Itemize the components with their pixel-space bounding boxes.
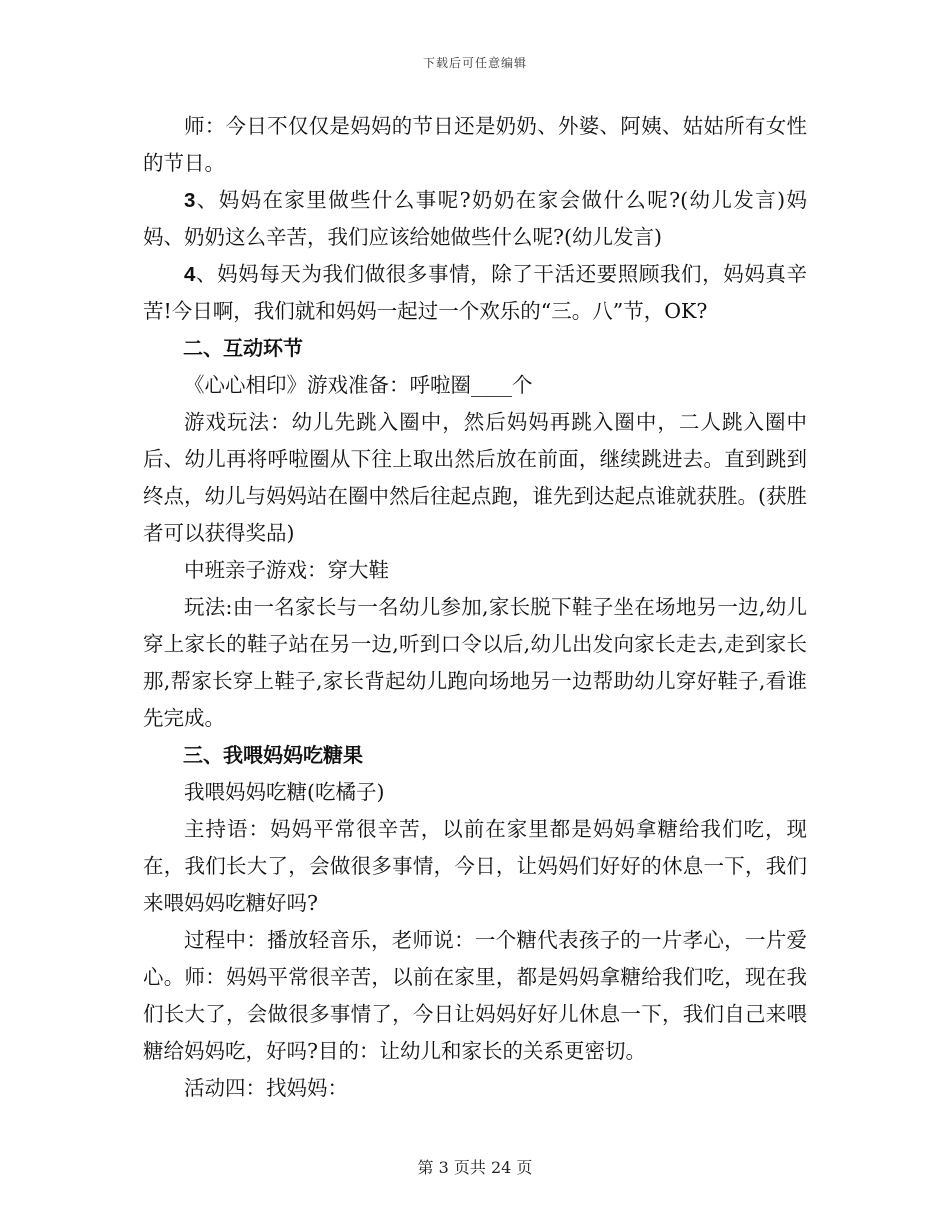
paragraph-activity-four: 活动四：找妈妈：	[184, 1076, 348, 1100]
paragraph-process: 过程中：播放轻音乐，老师说：一个糖代表孩子的一片孝心，一片爱心。师：妈妈平常很辛苦，以前在家里，都是妈妈拿糖给我们吃，现在我们长大了，会做很多事情了，今日让妈妈好好儿休息一下，我们自己来喂糖给妈妈吃，好吗?目的：让幼儿和家长的关系更密切。	[143, 928, 807, 1063]
paragraph-shoe-game-title: 中班亲子游戏：穿大鞋	[184, 558, 389, 582]
paragraph-game-prep: 《心心相印》游戏准备：呼啦圈____个	[184, 373, 533, 397]
section-heading-candy: 三、我喂妈妈吃糖果	[183, 743, 363, 767]
step-3-text: 、妈妈在家里做些什么事呢?奶奶在家会做什么呢?(幼儿发言)妈妈、奶奶这么辛苦，我们应该给她做些什么呢?(幼儿发言)	[143, 188, 807, 249]
paragraph-step-3	[143, 182, 807, 256]
paragraph-host-script: 主持语：妈妈平常很辛苦，以前在家里都是妈妈拿糖给我们吃，现在，我们长大了，会做很多事情，今日，让妈妈们好好的休息一下，我们来喂妈妈吃糖好吗?	[143, 817, 807, 915]
page-header: 下载后可任意编辑	[422, 56, 527, 70]
step-number-3: 3	[184, 189, 196, 212]
section-heading-interaction: 二、互动环节	[183, 336, 303, 360]
paragraph-candy-title: 我喂妈妈吃糖(吃橘子)	[184, 780, 385, 804]
step-number-4: 4	[184, 263, 196, 286]
paragraph-shoe-game-rules: 玩法:由一名家长与一名幼儿参加,家长脱下鞋子坐在场地另一边,幼儿穿上家长的鞋子站在另一边,听到口令以后,幼儿出发向家长走去,走到家长那,帮家长穿上鞋子,家长背起幼儿跑向场地另一边帮助幼儿穿好鞋子,看谁先完成。	[143, 595, 807, 730]
paragraph-step-4	[143, 256, 807, 330]
paragraph-game-rules: 游戏玩法：幼儿先跳入圈中，然后妈妈再跳入圈中，二人跳入圈中后、幼儿再将呼啦圈从下往上取出然后放在前面，继续跳进去。直到跳到终点，幼儿与妈妈站在圈中然后往起点跑，谁先到达起点谁就获胜。(获胜者可以获得奖品)	[143, 410, 807, 545]
document-body	[143, 108, 807, 1107]
page-footer: 第 3 页共 24 页	[417, 1158, 533, 1177]
step-4-text: 、妈妈每天为我们做很多事情，除了干活还要照顾我们，妈妈真辛苦!今日啊，我们就和妈妈一起过一个欢乐的“三。八”节，OK?	[143, 262, 807, 323]
paragraph-teacher-remark: 师：今日不仅仅是妈妈的节日还是奶奶、外婆、阿姨、姑姑所有女性的节日。	[143, 114, 807, 175]
